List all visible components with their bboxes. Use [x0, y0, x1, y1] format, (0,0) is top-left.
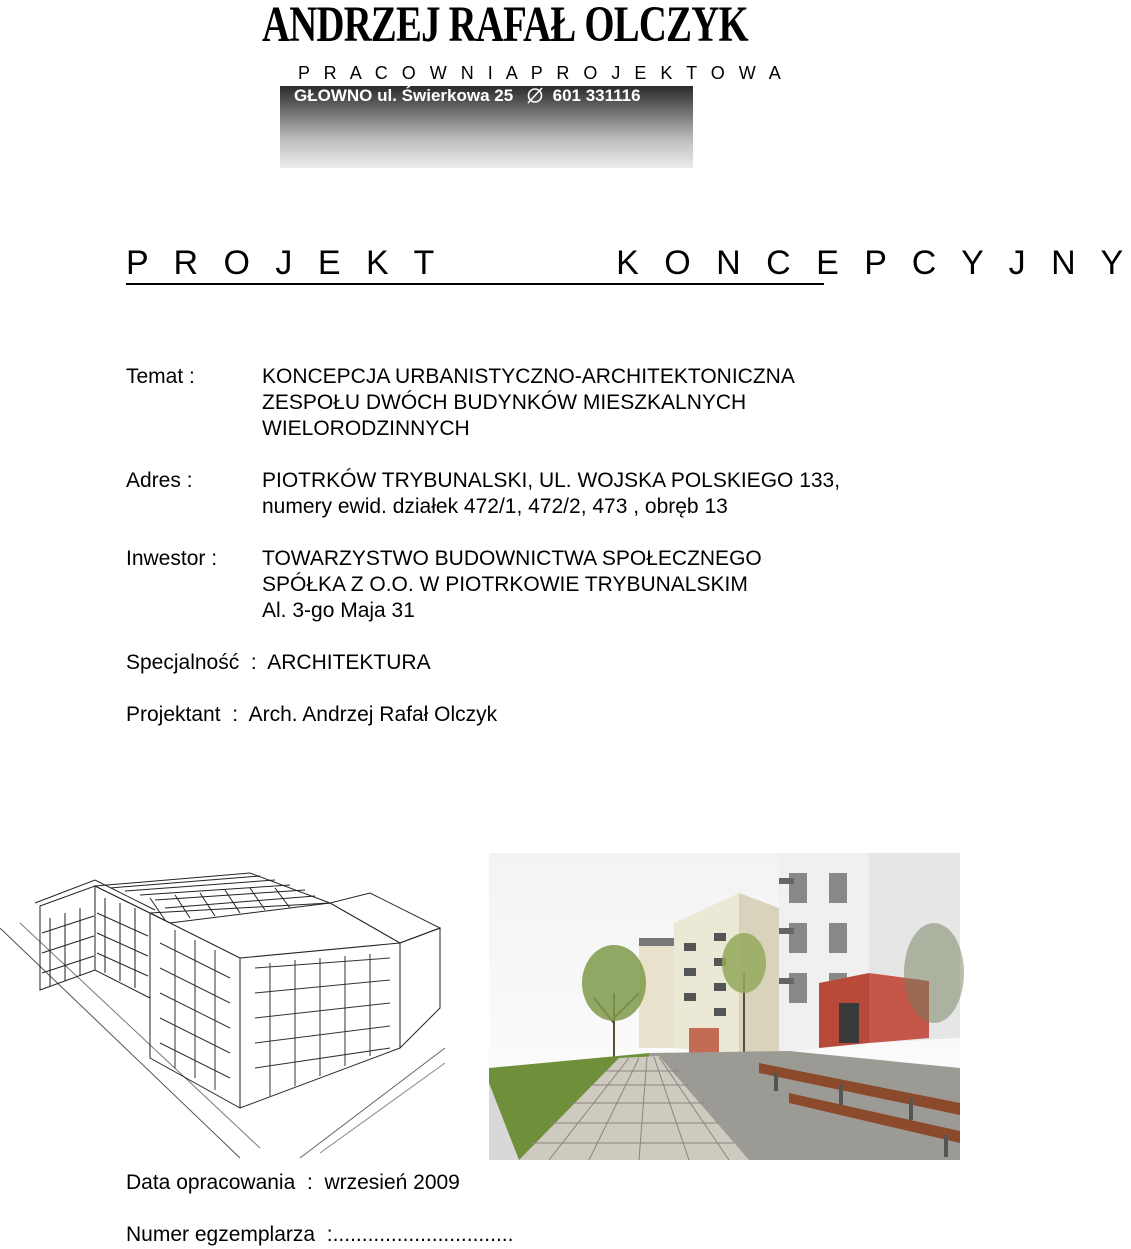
inwestor-line: TOWARZYSTWO BUDOWNICTWA SPOŁECZNEGO [262, 547, 762, 570]
contact-line [294, 86, 641, 106]
adres-line: numery ewid. działek 472/1, 472/2, 473 , obręb 13 [262, 495, 728, 518]
phone-icon [526, 87, 544, 104]
projektant-line: Projektant : Arch. Andrzej Rafał Olczyk [126, 703, 498, 726]
temat-line: WIELORODZINNYCH [262, 417, 470, 440]
inwestor-line: Al. 3-go Maja 31 [262, 599, 415, 622]
data-opracowania: Data opracowania : wrzesień 2009 [126, 1171, 460, 1194]
address: GŁOWNO ul. Świerkowa 25 [294, 86, 514, 105]
company-name: ANDRZEJ RAFAŁ OLCZYK [262, 0, 748, 53]
temat-value [262, 364, 795, 442]
document-title: P R O J E K T K O N C E P C Y J N Y [126, 244, 1131, 282]
title-underline [126, 283, 824, 285]
adres-value [262, 468, 840, 520]
inwestor-label: Inwestor : [126, 547, 218, 570]
specjalnosc-line: Specjalność : ARCHITEKTURA [126, 651, 431, 674]
inwestor-line: SPÓŁKA Z O.O. W PIOTRKOWIE TRYBUNALSKIM [262, 573, 748, 596]
building-render-image [489, 853, 960, 1160]
temat-line: ZESPOŁU DWÓCH BUDYNKÓW MIESZKALNYCH [262, 391, 747, 414]
phone-number: 601 331116 [552, 86, 641, 105]
inwestor-value [262, 546, 762, 624]
adres-line: PIOTRKÓW TRYBUNALSKI, UL. WOJSKA POLSKIEGO 133, [262, 469, 841, 492]
temat-label: Temat : [126, 365, 195, 388]
office-type: P R A C O W N I A P R O J E K T O W A [298, 63, 786, 83]
building-sketch-image [0, 858, 445, 1158]
temat-line: KONCEPCJA URBANISTYCZNO-ARCHITEKTONICZNA [262, 365, 795, 388]
numer-egzemplarza: Numer egzemplarza :............................... [126, 1223, 514, 1246]
adres-label: Adres : [126, 469, 193, 492]
